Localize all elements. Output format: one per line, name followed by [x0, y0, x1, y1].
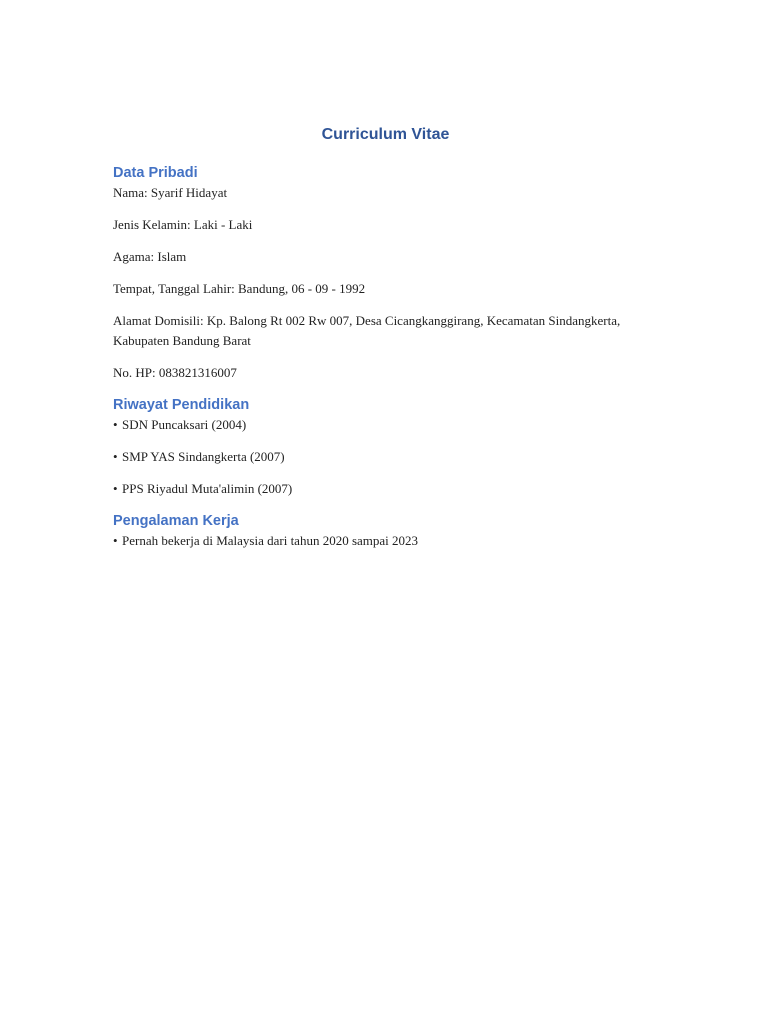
list-item [113, 415, 658, 435]
section-heading-education: Riwayat Pendidikan [113, 397, 250, 413]
personal-phone: No. HP: 083821316007 [113, 365, 237, 380]
personal-name: Nama: Syarif Hidayat [113, 185, 228, 200]
bullet-icon: • [113, 533, 118, 548]
education-item-text: SDN Puncaksari (2004) [122, 417, 247, 432]
list-item [113, 531, 658, 551]
section-personal-data [113, 163, 658, 383]
education-item-text: SMP YAS Sindangkerta (2007) [122, 449, 285, 464]
personal-address: Alamat Domisili: Kp. Balong Rt 002 Rw 007, Desa Cicangkanggirang, Kecamatan Sindangkerta, Kabupaten Bandung Barat [113, 313, 621, 348]
work-item-text: Pernah bekerja di Malaysia dari tahun 2020 sampai 2023 [122, 533, 419, 548]
document-title: Curriculum Vitae [321, 126, 450, 143]
section-heading-personal-data: Data Pribadi [113, 165, 198, 181]
section-heading-work-experience: Pengalaman Kerja [113, 513, 239, 529]
education-list [113, 415, 658, 499]
section-work-experience [113, 511, 658, 551]
education-item-text: PPS Riyadul Muta'alimin (2007) [122, 481, 293, 496]
bullet-icon: • [113, 449, 118, 464]
personal-religion: Agama: Islam [113, 249, 187, 264]
list-item [113, 447, 658, 467]
personal-gender: Jenis Kelamin: Laki - Laki [113, 217, 253, 232]
bullet-icon: • [113, 417, 118, 432]
bullet-icon: • [113, 481, 118, 496]
list-item [113, 479, 658, 499]
work-list [113, 531, 658, 551]
document-content [113, 124, 658, 563]
section-education [113, 395, 658, 499]
personal-birth: Tempat, Tanggal Lahir: Bandung, 06 - 09 - 1992 [113, 281, 366, 296]
